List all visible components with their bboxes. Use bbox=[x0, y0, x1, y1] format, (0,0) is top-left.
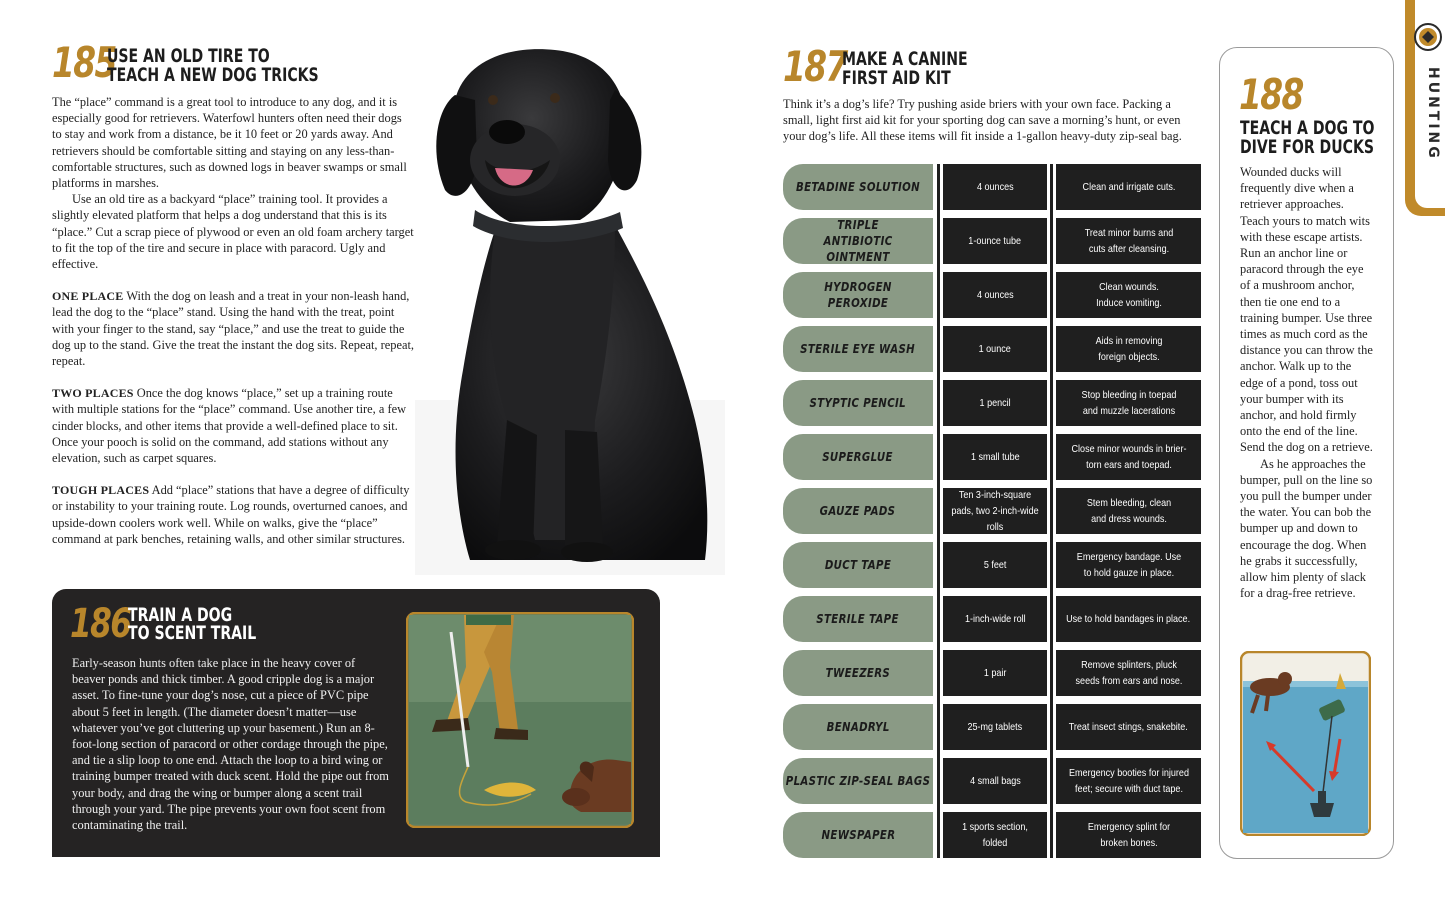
section-188-title-line2: DIVE FOR DUCKS bbox=[1240, 136, 1374, 158]
section-187-title-line2: FIRST AID KIT bbox=[842, 67, 951, 89]
section-188-body bbox=[1240, 164, 1374, 601]
table-row bbox=[783, 434, 1201, 480]
item-use: Emergency bandage. Use to hold gauze in place. bbox=[1056, 542, 1201, 588]
scent-trail-illustration bbox=[406, 612, 634, 828]
section-187-title-line1: MAKE A CANINE bbox=[842, 48, 968, 70]
item-label: HYDROGEN PEROXIDE bbox=[783, 272, 933, 318]
table-row bbox=[783, 542, 1201, 588]
item-use: Clean and irrigate cuts. bbox=[1056, 164, 1201, 210]
item-use: Remove splinters, pluck seeds from ears and nose. bbox=[1056, 650, 1201, 696]
tough-places-paragraph bbox=[52, 482, 414, 547]
item-use: Use to hold bandages in place. bbox=[1056, 596, 1201, 642]
item-use: Aids in removing foreign objects. bbox=[1056, 326, 1201, 372]
section-185-number: 185 bbox=[52, 38, 116, 87]
table-row bbox=[783, 812, 1201, 858]
hunting-emblem-icon bbox=[1413, 22, 1443, 52]
item-quantity: 1 small tube bbox=[943, 434, 1047, 480]
item-label: BENADRYL bbox=[783, 704, 933, 750]
tough-places-label: TOUGH PLACES bbox=[52, 483, 150, 498]
item-quantity: 1 sports section, folded bbox=[943, 812, 1047, 858]
table-row bbox=[783, 758, 1201, 804]
item-quantity: Ten 3-inch-square pads, two 2-inch-wide rolls bbox=[943, 488, 1047, 534]
one-place-paragraph bbox=[52, 288, 414, 369]
table-row bbox=[783, 650, 1201, 696]
item-label: TRIPLE ANTIBIOTIC OINTMENT bbox=[783, 218, 933, 264]
item-label: STERILE TAPE bbox=[783, 596, 933, 642]
table-row bbox=[783, 218, 1201, 264]
one-place-label: ONE PLACE bbox=[52, 289, 124, 304]
table-row bbox=[783, 164, 1201, 210]
section-185-title-line2: TEACH A NEW DOG TRICKS bbox=[107, 64, 319, 86]
item-label: TWEEZERS bbox=[783, 650, 933, 696]
section-185-paragraph-2: Use an old tire as a backyard “place” training tool. It provides a slightly elevated platform that helps a dog understand that this is its “place.” Cut a scrap piece of plywood or even an old foam archery target to fit the top of the tire and secure in place with paracord. Ugly and effective. bbox=[52, 192, 414, 272]
section-185-title-line1: USE AN OLD TIRE TO bbox=[107, 45, 270, 67]
black-labrador-photo bbox=[415, 40, 725, 575]
item-label: GAUZE PADS bbox=[783, 488, 933, 534]
section-186-number: 186 bbox=[70, 601, 131, 647]
section-188-title-line1: TEACH A DOG TO bbox=[1240, 117, 1375, 139]
item-label: NEWSPAPER bbox=[783, 812, 933, 858]
item-quantity: 1 ounce bbox=[943, 326, 1047, 372]
table-row bbox=[783, 704, 1201, 750]
item-quantity: 1 pair bbox=[943, 650, 1047, 696]
item-label: SUPERGLUE bbox=[783, 434, 933, 480]
item-quantity: 4 small bags bbox=[943, 758, 1047, 804]
item-label: STYPTIC PENCIL bbox=[783, 380, 933, 426]
item-quantity: 1-inch-wide roll bbox=[943, 596, 1047, 642]
item-quantity: 25-mg tablets bbox=[943, 704, 1047, 750]
section-186-body bbox=[72, 655, 390, 833]
item-quantity: 1-ounce tube bbox=[943, 218, 1047, 264]
table-row bbox=[783, 596, 1201, 642]
item-label: PLASTIC ZIP-SEAL BAGS bbox=[783, 758, 933, 804]
table-row bbox=[783, 272, 1201, 318]
two-places-text: Once the dog knows “place,” set up a training route with multiple stations for the “place” command. Use another tire, a few cinder blocks, and other items that provide a well-defined place to sit. Once your pooch is solid on the command, add stations without any elevation, such as carpet squares. bbox=[52, 386, 407, 466]
section-185-body bbox=[52, 94, 414, 547]
one-place-text: With the dog on leash and a treat in your non-leash hand, lead the dog to the “place” stand. Using the hand with the treat, point with your finger to the stand, say “place,” and use the treat to guide the dog up to the stand. Give the treat the instant the dog sits. Repeat, repeat, repeat. bbox=[52, 289, 414, 369]
table-row bbox=[783, 380, 1201, 426]
two-places-label: TWO PLACES bbox=[52, 386, 134, 401]
section-186-paragraph: Early-season hunts often take place in the heavy cover of beaver ponds and thick timber. A good cripple dog is a major asset. To fine-tune your dog’s nose, cut a piece of PVC pipe about 5 feet in length. (The diameter doesn’t matter—use whatever you’ve got cluttering up your basement.) Run an 8-foot-long section of paracord or other cordage through the pipe, and tie a slip loop to one end. Attach the loop to a bird wing or training bumper treated with duck scent. Hold the pipe out from your body, and drag the wing or bumper along a scent trail through your yard. The pipe prevents your own foot scent from contaminating the trail. bbox=[72, 656, 389, 833]
item-use: Emergency splint for broken bones. bbox=[1056, 812, 1201, 858]
section-186-title-line1: TRAIN A DOG bbox=[128, 604, 233, 626]
section-188-number: 188 bbox=[1239, 70, 1303, 119]
item-label: BETADINE SOLUTION bbox=[783, 164, 933, 210]
item-use: Emergency booties for injured feet; secure with duct tape. bbox=[1056, 758, 1201, 804]
section-187-intro: Think it’s a dog’s life? Try pushing aside briers with your own face. Packing a small, light first aid kit for your sporting dog can save a morning’s hunt, or even your dog’s life. All these items will fit inside a 1-gallon heavy-duty zip-seal bag. bbox=[783, 97, 1182, 144]
item-use: Treat insect stings, snakebite. bbox=[1056, 704, 1201, 750]
dive-for-ducks-illustration bbox=[1240, 651, 1371, 836]
section-188-paragraph-2: As he approaches the bumper, pull on the line so you pull the bumper under the water. You can bob the bumper up and down to encourage the dog. When he grabs it successfully, allow him plenty of slack for a drag-free retrieve. bbox=[1240, 456, 1373, 601]
tough-places-text: Add “place” stations that have a degree of difficulty or instability to your training route. Log rounds, overturned canoes, and upside-down coolers work well. While on walks, give the “place” command at park benches, retaining walls, and other similar structures. bbox=[52, 483, 410, 546]
table-row bbox=[783, 326, 1201, 372]
item-use: Stem bleeding, clean and dress wounds. bbox=[1056, 488, 1201, 534]
item-label: STERILE EYE WASH bbox=[783, 326, 933, 372]
item-label: DUCT TAPE bbox=[783, 542, 933, 588]
table-row bbox=[783, 488, 1201, 534]
section-188-paragraph-1: Wounded ducks will frequently dive when a retriever approaches. Teach yours to match wits with these escape artists. Run an anchor line or paracord through the eye of a mushroom anchor, then tie one end to a training bumper. Use three times as much cord as the distance you can throw the anchor. Walk up to the edge of a pond, toss out your bumper with its anchor, and hold firmly onto the end of the line. Send the dog on a retrieve. bbox=[1240, 165, 1373, 455]
section-186-title-line2: TO SCENT TRAIL bbox=[128, 622, 257, 644]
item-quantity: 4 ounces bbox=[943, 272, 1047, 318]
item-quantity: 4 ounces bbox=[943, 164, 1047, 210]
item-use: Stop bleeding in toepad and muzzle lacerations bbox=[1056, 380, 1201, 426]
chapter-tab-label: HUNTING bbox=[1425, 67, 1441, 161]
item-quantity: 5 feet bbox=[943, 542, 1047, 588]
two-places-paragraph bbox=[52, 385, 414, 466]
section-187-number: 187 bbox=[783, 42, 847, 91]
item-use: Treat minor burns and cuts after cleansing. bbox=[1056, 218, 1201, 264]
section-185-paragraph-1: The “place” command is a great tool to introduce to any dog, and it is especially good for retrievers. Waterfowl hunters often need their dogs to stay and work from a distance, be it 10 feet or 20 yards away. And retrievers should be comfortable sitting and staying on any less-than-comfortable structures, such as downed logs in beaver swamps or small platforms in marshes. bbox=[52, 95, 407, 191]
item-quantity: 1 pencil bbox=[943, 380, 1047, 426]
item-use: Clean wounds. Induce vomiting. bbox=[1056, 272, 1201, 318]
item-use: Close minor wounds in brier-torn ears and toepad. bbox=[1056, 434, 1201, 480]
